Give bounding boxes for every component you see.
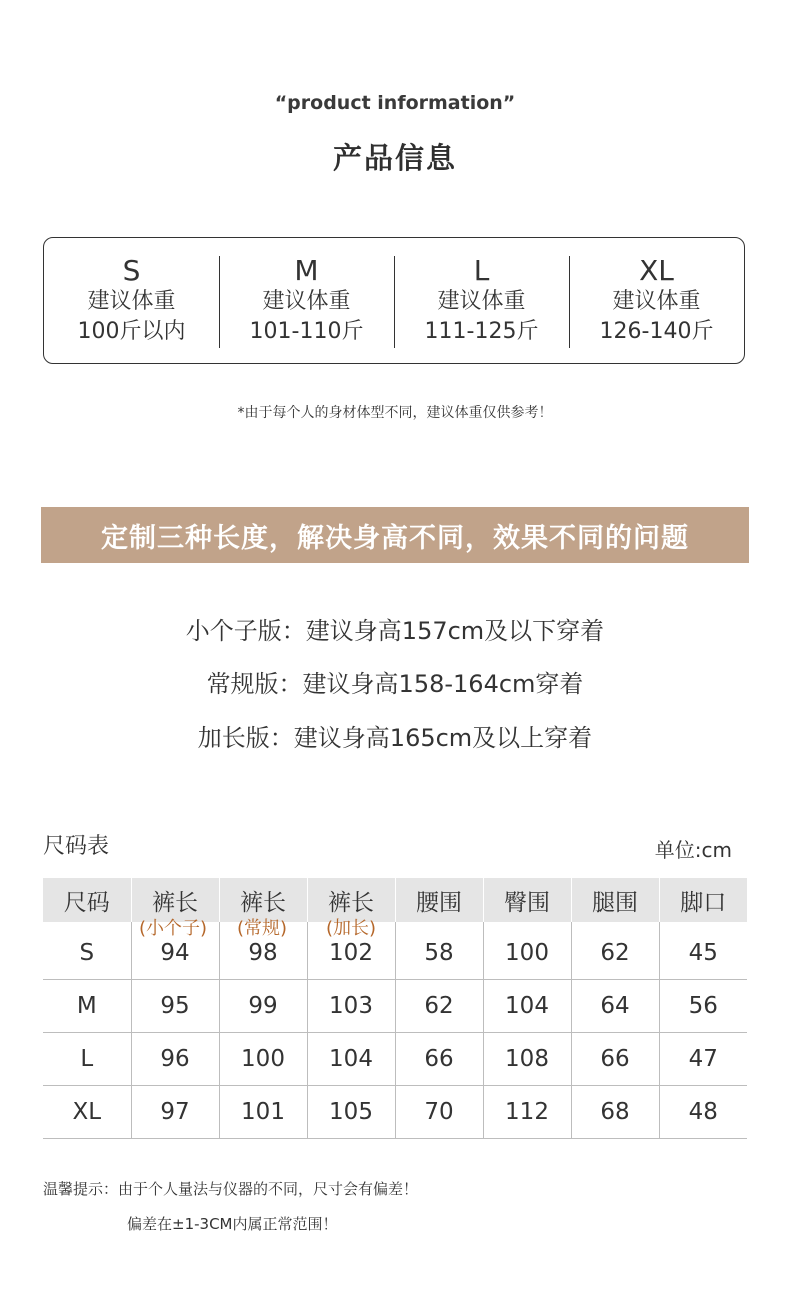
table-row: [43, 980, 747, 1033]
table-cell: 62: [395, 980, 483, 1033]
length-sublabel-long: (加长): [325, 918, 377, 939]
table-cell: 97: [131, 1086, 219, 1139]
size-weight-label: 建议体重: [87, 288, 176, 314]
tip-line-1: 温馨提示：由于个人量法与仪器的不同，尺寸会有偏差！: [43, 1180, 419, 1198]
header-size: 尺码: [43, 878, 131, 922]
table-cell: 56: [659, 980, 747, 1033]
table-cell: 100: [483, 922, 571, 980]
table-cell: 58: [395, 922, 483, 980]
table-cell: 103: [307, 980, 395, 1033]
table-cell: M: [43, 980, 131, 1033]
tip-line-2: 偏差在±1-3CM内属正常范围！: [127, 1215, 338, 1233]
table-cell: 96: [131, 1033, 219, 1086]
title-en: “product information”: [274, 92, 516, 114]
size-weight-value: 101-110斤: [249, 318, 364, 344]
table-cell: 95: [131, 980, 219, 1033]
table-cell: 94: [131, 922, 219, 980]
weight-note: *由于每个人的身材体型不同，建议体重仅供参考！: [237, 405, 553, 421]
size-chart-title: 尺码表: [43, 834, 110, 859]
size-name: XL: [639, 253, 674, 287]
table-cell: 45: [659, 922, 747, 980]
length-option-regular: 常规版：建议身高158-164cm穿着: [206, 670, 584, 698]
size-column-xl: [569, 253, 744, 346]
size-weight-value: 111-125斤: [424, 318, 539, 344]
size-weight-label: 建议体重: [612, 288, 701, 314]
size-weight-value: 100斤以内: [77, 318, 186, 344]
page-title: 产品信息: [332, 141, 457, 175]
table-cell: 104: [307, 1033, 395, 1086]
table-row: [43, 1086, 747, 1139]
table-cell: 48: [659, 1086, 747, 1139]
table-cell: 112: [483, 1086, 571, 1139]
header-length-regular: 裤长: [219, 878, 307, 922]
table-cell: 102: [307, 922, 395, 980]
header-waist: 腰围: [395, 878, 483, 922]
size-name: L: [473, 253, 490, 287]
length-option-petite: 小个子版：建议身高157cm及以下穿着: [185, 617, 605, 645]
table-cell: XL: [43, 1086, 131, 1139]
table-cell: 99: [219, 980, 307, 1033]
size-weight-label: 建议体重: [262, 288, 351, 314]
size-name: M: [294, 253, 319, 287]
size-weight-label: 建议体重: [437, 288, 526, 314]
header-thigh: 腿围: [571, 878, 659, 922]
size-chart-unit: 单位:cm: [654, 838, 732, 862]
size-column-m: [219, 253, 394, 346]
length-sublabel-regular: (常规): [236, 918, 288, 939]
table-cell: 66: [571, 1033, 659, 1086]
table-cell: S: [43, 922, 131, 980]
header-hem: 脚口: [659, 878, 747, 922]
size-weight-value: 126-140斤: [599, 318, 714, 344]
table-cell: 105: [307, 1086, 395, 1139]
header-length-petite: 裤长: [131, 878, 219, 922]
table-cell: 100: [219, 1033, 307, 1086]
table-cell: 64: [571, 980, 659, 1033]
table-cell: 101: [219, 1086, 307, 1139]
table-cell: L: [43, 1033, 131, 1086]
length-sublabel-petite: (小个子): [138, 918, 208, 939]
size-column-l: [394, 253, 569, 346]
table-cell: 47: [659, 1033, 747, 1086]
header-length-long: 裤长: [307, 878, 395, 922]
size-column-s: [44, 253, 219, 346]
table-cell: 66: [395, 1033, 483, 1086]
length-banner: 定制三种长度，解决身高不同，效果不同的问题: [41, 507, 749, 563]
table-row: [43, 1033, 747, 1086]
table-cell: 70: [395, 1086, 483, 1139]
table-cell: 68: [571, 1086, 659, 1139]
weight-guide-box: [43, 237, 745, 364]
table-cell: 62: [571, 922, 659, 980]
table-cell: 104: [483, 980, 571, 1033]
length-option-long: 加长版：建议身高165cm及以上穿着: [197, 724, 593, 752]
table-cell: 98: [219, 922, 307, 980]
header-hip: 臀围: [483, 878, 571, 922]
size-name: S: [122, 253, 141, 287]
table-cell: 108: [483, 1033, 571, 1086]
